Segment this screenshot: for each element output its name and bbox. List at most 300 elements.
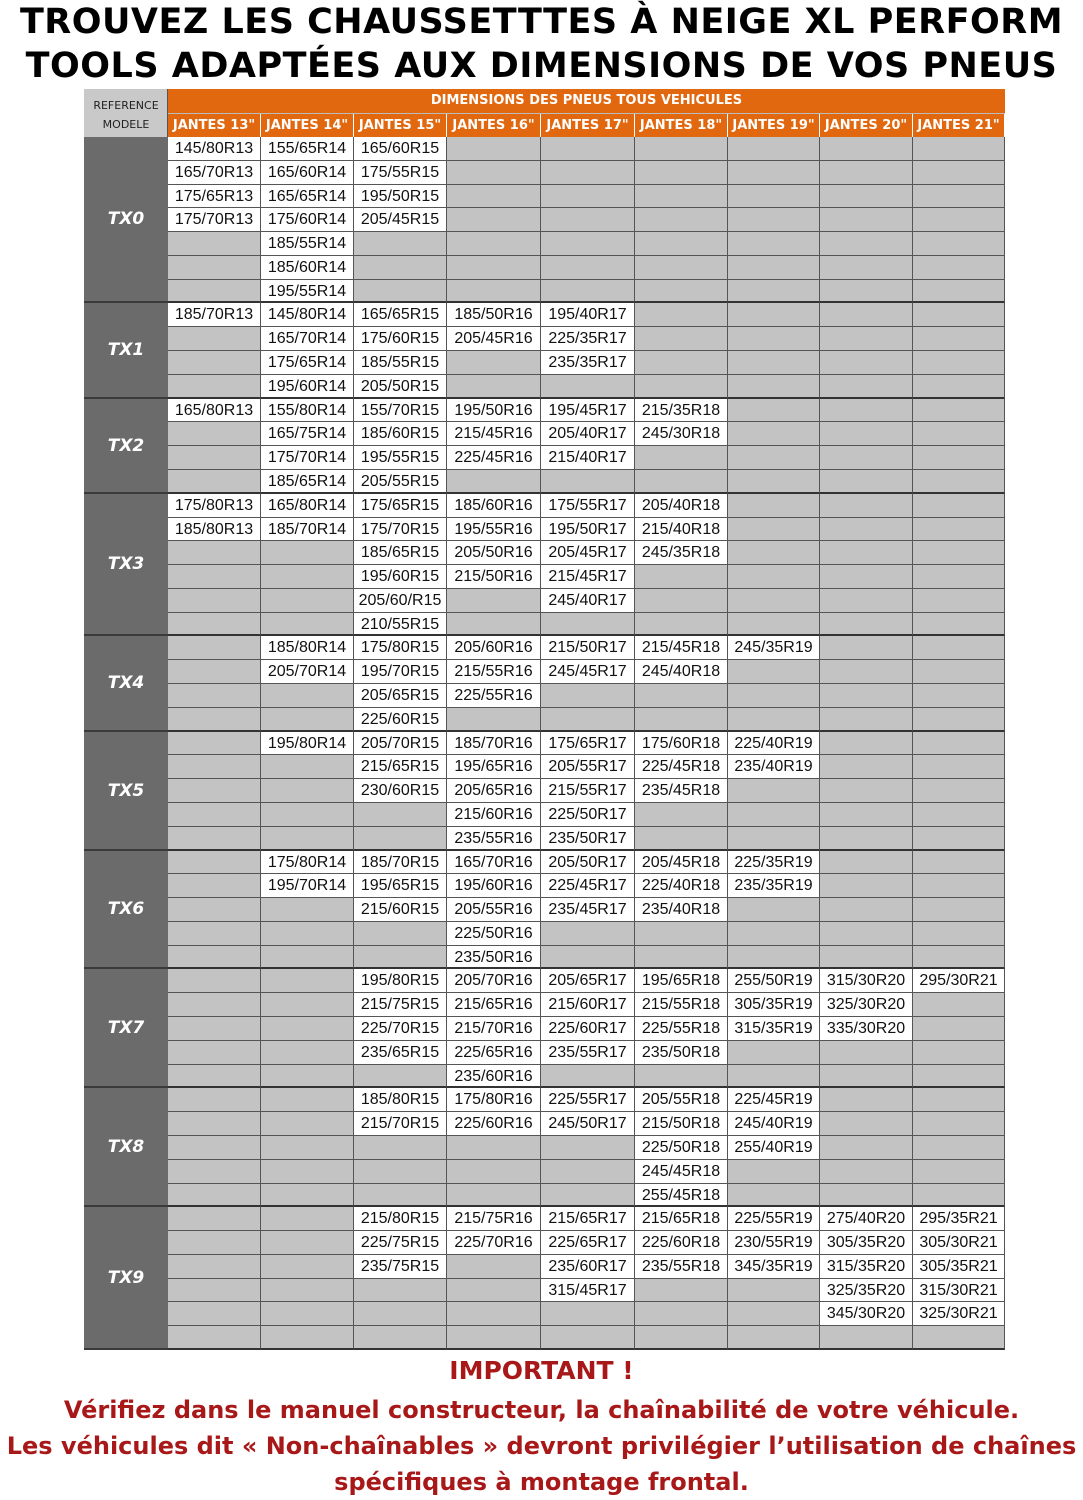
tire-size-cell: 165/75R14 [261,422,354,446]
tire-size-cell: 145/80R13 [168,137,261,161]
tire-size-cell: 245/35R19 [728,636,820,660]
tire-size-cell [728,208,820,232]
tire-size-cell [728,589,820,613]
tire-size-cell: 195/70R14 [261,874,354,898]
tire-size-cell [541,946,635,969]
tire-size-cell: 225/45R18 [635,755,728,779]
tire-size-cell [541,280,635,303]
tire-size-cell [913,1326,1005,1350]
tire-size-cell [168,541,261,565]
tire-size-cell [168,1255,261,1279]
tire-size-cell: 215/65R16 [447,993,541,1017]
tire-size-cell: 235/35R19 [728,874,820,898]
tire-size-cell [635,137,728,161]
tire-size-cell [541,684,635,708]
tire-size-cell [168,327,261,351]
tire-size-cell [913,137,1005,161]
model-label: TX4 [84,636,168,732]
tire-size-cell [354,803,447,827]
tire-size-cell: 225/40R19 [728,732,820,755]
tire-size-cell: 225/65R16 [447,1041,541,1065]
tire-size-cell [168,1302,261,1326]
tire-size-cell: 345/35R19 [728,1255,820,1279]
page-title-line-1: TROUVEZ LES CHAUSSETTTES À NEIGE XL PERFORM [19,2,1064,42]
tire-size-cell: 225/70R15 [354,1017,447,1041]
tire-size-cell: 235/35R17 [541,351,635,375]
tire-size-cell [168,1326,261,1350]
tire-size-cell: 215/65R15 [354,755,447,779]
tire-size-cell [261,708,354,732]
tire-size-cell [261,993,354,1017]
tire-size-cell: 175/80R14 [261,851,354,874]
tire-size-cell [261,969,354,993]
tire-size-cell [635,351,728,375]
tire-size-cell [168,636,261,660]
tire-size-cell [168,755,261,779]
column-header: JANTES 14" [261,114,354,137]
column-header: JANTES 19" [728,114,820,137]
tire-size-cell: 225/55R19 [728,1207,820,1231]
tire-size-cell: 205/55R17 [541,755,635,779]
tire-size-cell [728,1184,820,1207]
tire-size-cell: 195/70R15 [354,660,447,684]
tire-size-cell: 225/50R17 [541,803,635,827]
tire-size-cell: 225/50R18 [635,1136,728,1160]
tire-size-cell [541,232,635,256]
tire-size-cell: 185/65R14 [261,470,354,494]
tire-size-cell [820,851,913,874]
tire-size-cell [261,1326,354,1350]
tire-size-cell [728,898,820,922]
tire-size-cell: 205/65R15 [354,684,447,708]
tire-size-cell [635,922,728,946]
tire-size-cell [261,565,354,589]
tire-size-cell: 225/70R16 [447,1231,541,1255]
tire-size-cell: 215/75R15 [354,993,447,1017]
tire-size-cell: 225/45R19 [728,1088,820,1112]
tire-size-cell [261,827,354,851]
column-header: JANTES 13" [168,114,261,137]
tire-size-cell: 215/40R18 [635,518,728,541]
tire-size-cell [635,280,728,303]
tire-size-cell: 215/60R15 [354,898,447,922]
column-header: JANTES 16" [447,114,541,137]
tire-size-cell [913,1184,1005,1207]
tire-size-cell [541,161,635,185]
tire-size-cell [541,375,635,399]
tire-size-cell: 205/70R14 [261,660,354,684]
tire-size-cell: 175/65R13 [168,185,261,208]
tire-size-cell [168,732,261,755]
tire-size-cell: 215/75R16 [447,1207,541,1231]
tire-size-cell [635,303,728,327]
tire-size-cell: 215/70R15 [354,1112,447,1136]
tire-size-cell: 255/50R19 [728,969,820,993]
tire-size-cell [354,946,447,969]
tire-size-cell [820,565,913,589]
tire-size-cell [728,518,820,541]
tire-size-cell: 175/65R15 [354,494,447,518]
tire-size-cell: 215/45R16 [447,422,541,446]
tire-size-cell [261,589,354,613]
tire-size-cell: 225/65R17 [541,1231,635,1255]
tire-size-cell [168,565,261,589]
tire-size-cell [635,565,728,589]
tire-size-cell: 175/60R15 [354,327,447,351]
tire-size-cell [447,708,541,732]
tire-size-cell: 205/50R17 [541,851,635,874]
tire-size-cell [913,922,1005,946]
tire-size-cell [820,303,913,327]
tire-size-cell: 315/35R20 [820,1255,913,1279]
tire-size-cell: 175/70R14 [261,446,354,470]
tire-size-cell [168,232,261,256]
tire-size-cell [820,1184,913,1207]
tire-size-cell [447,185,541,208]
tire-size-cell [635,446,728,470]
tire-size-cell [635,232,728,256]
tire-size-cell [728,684,820,708]
tire-size-cell [261,1184,354,1207]
tire-size-cell: 185/55R15 [354,351,447,375]
tire-size-cell [261,946,354,969]
tire-size-cell [913,732,1005,755]
tire-size-cell [820,161,913,185]
tire-size-cell [541,256,635,280]
tire-size-cell: 235/55R16 [447,827,541,851]
tire-size-cell: 155/70R15 [354,399,447,422]
tire-size-cell [168,446,261,470]
tire-size-cell [447,589,541,613]
tire-size-cell: 235/50R18 [635,1041,728,1065]
tire-size-cell [354,1279,447,1302]
tire-size-cell [913,375,1005,399]
tire-size-cell [168,1088,261,1112]
tire-size-cell: 175/70R15 [354,518,447,541]
tire-size-cell: 225/40R18 [635,874,728,898]
tire-size-cell: 305/30R21 [913,1231,1005,1255]
tire-size-cell: 185/70R14 [261,518,354,541]
tire-size-cell [728,256,820,280]
tire-size-cell [261,541,354,565]
tire-size-cell [913,446,1005,470]
tire-size-cell [820,827,913,851]
tire-size-cell [820,446,913,470]
tire-size-cell: 175/65R17 [541,732,635,755]
tire-size-cell: 225/60R18 [635,1231,728,1255]
tire-size-cell [168,351,261,375]
tire-size-cell [820,256,913,280]
tire-size-cell [635,803,728,827]
tire-size-cell [168,1041,261,1065]
tire-size-cell [168,1231,261,1255]
tire-size-cell: 215/45R17 [541,565,635,589]
tire-size-cell [354,1184,447,1207]
tire-size-cell [820,494,913,518]
tire-size-cell [728,827,820,851]
tire-size-cell [913,1017,1005,1041]
tire-size-cell [913,1065,1005,1088]
tire-size-cell: 245/45R17 [541,660,635,684]
tire-size-cell [635,1065,728,1088]
tire-size-cell: 235/60R17 [541,1255,635,1279]
tire-size-cell [913,470,1005,494]
tire-size-cell: 185/70R15 [354,851,447,874]
tire-size-cell [728,494,820,518]
tire-size-cell [261,755,354,779]
tire-size-cell [913,232,1005,256]
tire-size-cell: 175/60R14 [261,208,354,232]
tire-size-cell [354,1065,447,1088]
tire-size-cell [635,208,728,232]
tire-size-cell [541,922,635,946]
tire-size-cell [168,256,261,280]
tire-size-cell [913,803,1005,827]
column-header: JANTES 18" [635,114,728,137]
tire-size-cell [820,208,913,232]
tire-size-cell [913,993,1005,1017]
tire-size-cell [635,589,728,613]
tire-size-cell [728,565,820,589]
tire-size-cell [913,660,1005,684]
tire-size-cell [728,470,820,494]
tire-size-cell: 305/35R20 [820,1231,913,1255]
tire-size-cell [168,1112,261,1136]
tire-size-cell [913,589,1005,613]
tire-size-cell [635,946,728,969]
tire-size-cell: 185/70R13 [168,303,261,327]
tire-size-cell [728,660,820,684]
tire-size-cell [913,303,1005,327]
tire-size-cell [261,1255,354,1279]
tire-size-cell [261,1088,354,1112]
tire-size-cell [728,1041,820,1065]
tire-size-cell: 195/60R16 [447,874,541,898]
tire-size-cell [728,232,820,256]
tire-size-cell: 215/50R18 [635,1112,728,1136]
column-header: JANTES 20" [820,114,913,137]
tire-size-cell [354,922,447,946]
tire-size-cell [447,470,541,494]
tire-size-cell [354,256,447,280]
tire-size-cell: 215/65R17 [541,1207,635,1231]
tire-size-cell [728,613,820,636]
tire-size-cell: 205/45R17 [541,541,635,565]
tire-size-cell: 205/70R15 [354,732,447,755]
tire-size-cell: 235/50R17 [541,827,635,851]
tire-size-cell [447,1255,541,1279]
tire-size-cell [261,613,354,636]
tire-size-cell [168,589,261,613]
tire-size-cell [913,541,1005,565]
tire-size-cell: 325/30R20 [820,993,913,1017]
page-title-line-2: TOOLS ADAPTÉES AUX DIMENSIONS DE VOS PNEUS [25,46,1058,86]
tire-size-cell: 295/35R21 [913,1207,1005,1231]
tire-size-cell: 195/55R14 [261,280,354,303]
tire-size-cell [168,827,261,851]
tire-size-cell [168,613,261,636]
tire-size-cell [168,660,261,684]
tire-size-cell [728,303,820,327]
tire-size-cell: 205/55R18 [635,1088,728,1112]
tire-size-cell [168,1160,261,1184]
tire-size-cell [913,1041,1005,1065]
tire-size-cell [261,779,354,803]
tire-size-cell: 175/55R15 [354,161,447,185]
tire-size-cell: 175/70R13 [168,208,261,232]
tire-size-cell: 225/60R17 [541,1017,635,1041]
tire-size-cell [820,636,913,660]
tire-size-cell: 165/80R13 [168,399,261,422]
tire-size-cell [447,137,541,161]
tire-size-cell [168,422,261,446]
tire-size-cell: 215/55R18 [635,993,728,1017]
tire-size-cell: 205/60/R15 [354,589,447,613]
tire-size-cell [913,494,1005,518]
tire-size-cell [447,351,541,375]
tire-size-cell: 195/50R16 [447,399,541,422]
tire-size-cell [913,1112,1005,1136]
tire-size-cell: 245/50R17 [541,1112,635,1136]
tire-size-cell [820,684,913,708]
tire-size-cell: 255/45R18 [635,1184,728,1207]
tire-size-cell: 325/30R21 [913,1302,1005,1326]
tire-size-cell [913,946,1005,969]
tire-size-cell [820,137,913,161]
dimensions-header: DIMENSIONS DES PNEUS TOUS VEHICULES [168,89,1005,113]
tire-size-cell [635,613,728,636]
tire-size-cell [168,779,261,803]
tire-size-cell [913,827,1005,851]
column-header: JANTES 17" [541,114,635,137]
tire-size-cell [168,969,261,993]
tire-size-cell [168,922,261,946]
tire-size-cell [261,1065,354,1088]
tire-size-cell [635,375,728,399]
tire-size-cell: 195/45R17 [541,399,635,422]
tire-size-cell: 165/65R15 [354,303,447,327]
tire-size-cell: 185/70R16 [447,732,541,755]
tire-size-cell [354,1302,447,1326]
tire-size-cell [354,1160,447,1184]
tire-size-cell [820,803,913,827]
tire-size-cell [913,256,1005,280]
tire-size-cell [913,399,1005,422]
tire-size-cell [728,422,820,446]
tire-size-cell: 185/55R14 [261,232,354,256]
tire-size-cell [261,1279,354,1302]
tire-size-cell: 195/65R15 [354,874,447,898]
tire-size-cell [168,803,261,827]
important-line-1: Vérifiez dans le manuel constructeur, la chaînabilité de votre véhicule. [63,1396,1020,1424]
tire-size-cell: 225/45R16 [447,446,541,470]
tire-size-cell: 205/50R16 [447,541,541,565]
tire-size-cell: 205/70R16 [447,969,541,993]
tire-size-cell: 195/50R17 [541,518,635,541]
tire-size-cell [728,922,820,946]
tire-size-cell: 215/55R17 [541,779,635,803]
tire-size-cell [168,946,261,969]
tire-size-cell [541,1184,635,1207]
tire-size-cell [820,232,913,256]
tire-size-cell: 235/40R18 [635,898,728,922]
column-header: JANTES 15" [354,114,447,137]
tire-size-cell [261,1136,354,1160]
tire-size-cell [820,518,913,541]
tire-size-cell: 305/35R19 [728,993,820,1017]
tire-size-cell [354,827,447,851]
tire-size-cell: 205/45R16 [447,327,541,351]
model-label: TX0 [84,137,168,303]
tire-size-cell [728,803,820,827]
tire-size-cell: 275/40R20 [820,1207,913,1231]
tire-size-cell [728,137,820,161]
tire-size-cell: 305/35R21 [913,1255,1005,1279]
tire-size-cell: 185/60R15 [354,422,447,446]
tire-size-cell: 205/45R18 [635,851,728,874]
tire-size-cell: 145/80R14 [261,303,354,327]
tire-size-cell: 175/80R15 [354,636,447,660]
tire-size-cell: 215/45R18 [635,636,728,660]
tire-size-cell: 225/45R17 [541,874,635,898]
tire-size-cell: 235/40R19 [728,755,820,779]
tire-size-cell: 215/60R16 [447,803,541,827]
tire-size-cell: 185/50R16 [447,303,541,327]
tire-size-cell [261,898,354,922]
tire-size-cell [728,446,820,470]
tire-size-cell: 225/75R15 [354,1231,447,1255]
tire-size-cell [447,232,541,256]
tire-size-cell [820,898,913,922]
tire-size-cell [820,1136,913,1160]
tire-size-cell: 225/50R16 [447,922,541,946]
tire-size-cell [913,1136,1005,1160]
tire-size-cell [168,874,261,898]
tire-size-cell: 325/35R20 [820,1279,913,1302]
tire-size-cell [913,1160,1005,1184]
tire-size-cell [354,1326,447,1350]
tire-size-cell [913,351,1005,375]
tire-size-cell [913,518,1005,541]
tire-size-cell [261,922,354,946]
tire-size-cell: 345/30R20 [820,1302,913,1326]
tire-size-cell [168,375,261,399]
tire-size-cell [820,280,913,303]
tire-size-cell [541,1065,635,1088]
tire-size-cell [635,185,728,208]
tire-size-cell: 175/80R13 [168,494,261,518]
tire-size-cell: 215/70R16 [447,1017,541,1041]
tire-size-cell [635,684,728,708]
tire-size-cell [913,613,1005,636]
tire-size-cell [447,256,541,280]
tire-size-cell: 225/35R19 [728,851,820,874]
tire-size-cell: 315/30R20 [820,969,913,993]
tire-size-cell: 205/65R17 [541,969,635,993]
tire-size-cell [820,708,913,732]
tire-size-cell [820,589,913,613]
tire-size-cell: 235/75R15 [354,1255,447,1279]
tire-size-cell: 235/65R15 [354,1041,447,1065]
tire-size-cell: 155/65R14 [261,137,354,161]
tire-size-cell [728,541,820,565]
tire-size-cell [820,422,913,446]
tire-size-cell: 335/30R20 [820,1017,913,1041]
tire-size-cell [447,1136,541,1160]
tire-size-cell [913,708,1005,732]
tire-size-cell: 185/80R15 [354,1088,447,1112]
tire-size-cell: 225/55R16 [447,684,541,708]
